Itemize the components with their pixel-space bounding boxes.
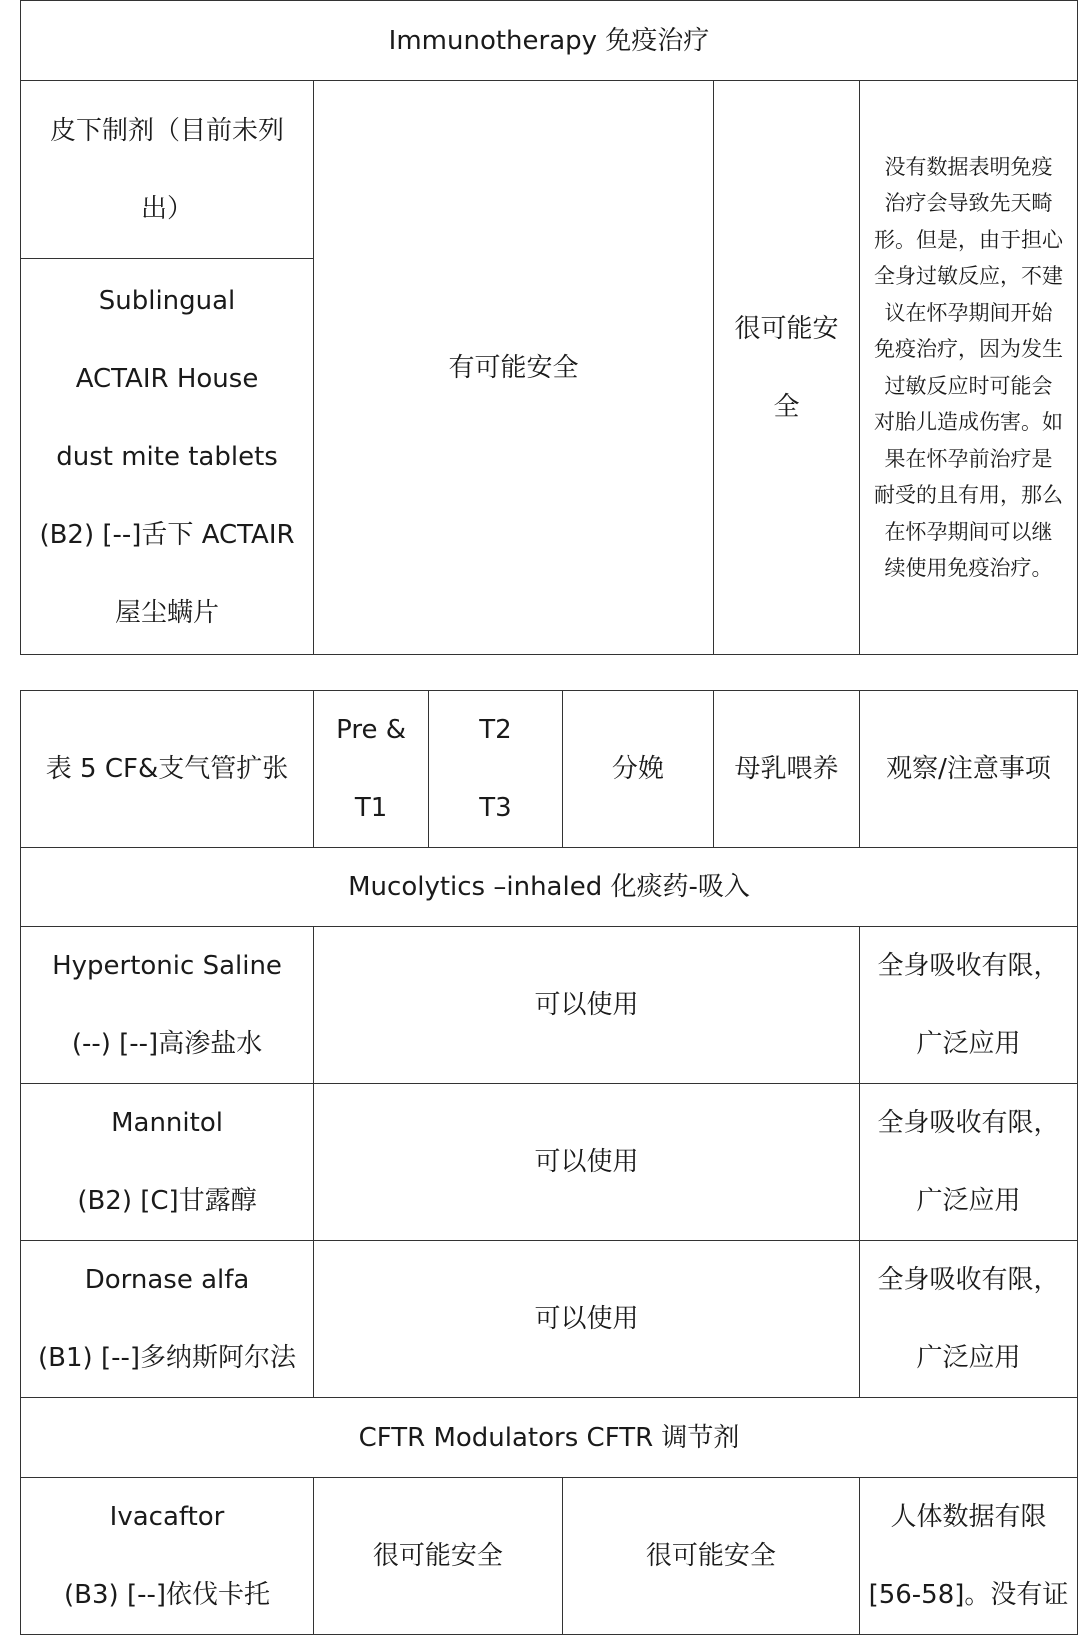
notes-line: 过敏反应时可能会 (884, 373, 1053, 398)
header-t2-t3 (429, 691, 563, 848)
notes-line: 议在怀孕期间开始 (884, 300, 1053, 325)
sublingual-line: dust mite tablets (56, 441, 278, 472)
notes-line: 耐受的且有用，那么 (873, 483, 1063, 507)
notes-line: 形。但是，由于担心 (873, 227, 1063, 252)
drug-cell (21, 1241, 314, 1398)
drug-notes-line: 全身吸收有限， (877, 1265, 1060, 1295)
drug-notes-line: [56-58]。没有证 (868, 1580, 1069, 1610)
delivery-line-2: 全 (773, 391, 800, 422)
sublingual-line: (B2) [--]舌下 ACTAIR (39, 519, 295, 550)
ivacaftor-delivery-value: 很可能安全 (562, 1478, 859, 1635)
notes-line: 果在怀孕前治疗是 (884, 446, 1053, 471)
delivery-line-1: 很可能安 (734, 313, 839, 344)
drug-name: Dornase alfa (84, 1265, 250, 1295)
ivacaftor-pregnancy-value: 很可能安全 (314, 1478, 563, 1635)
drug-notes (859, 1084, 1077, 1241)
drug-notes-line: 全身吸收有限， (877, 951, 1060, 981)
notes-line: 在怀孕期间可以继 (884, 519, 1053, 544)
drug-notes-line: 全身吸收有限， (877, 1108, 1060, 1138)
drug-cell (21, 1084, 314, 1241)
immunotherapy-notes (859, 81, 1077, 655)
subcutaneous-line-2: 出） (141, 193, 194, 224)
header-drug: 表 5 CF&支气管扩张 (21, 691, 314, 848)
drug-detail: (B3) [--]依伐卡托 (64, 1580, 270, 1610)
drug-notes-line: 广泛应用 (916, 1029, 1021, 1059)
sublingual-cell (21, 259, 314, 655)
drug-detail: (--) [--]高渗盐水 (71, 1029, 263, 1059)
drug-notes-line: 广泛应用 (916, 1343, 1021, 1373)
subcutaneous-line-1: 皮下制剂（目前未列 (50, 115, 285, 146)
cf-bronchiectasis-table (20, 690, 1078, 1635)
drug-notes-line: 人体数据有限 (890, 1502, 1047, 1532)
section-mucolytics: Mucolytics –inhaled 化痰药-吸入 (21, 848, 1078, 927)
sublingual-line: Sublingual (98, 285, 236, 316)
drug-notes (859, 1241, 1077, 1398)
header-t3: T3 (479, 793, 512, 823)
header-delivery: 分娩 (562, 691, 713, 848)
immunotherapy-delivery-value (713, 81, 859, 655)
notes-line: 免疫治疗，因为发生 (873, 337, 1063, 361)
immunotherapy-header: Immunotherapy 免疫治疗 (21, 1, 1078, 81)
notes-line: 治疗会导致先天畸 (884, 191, 1053, 215)
sublingual-line: 屋尘螨片 (115, 597, 220, 628)
drug-name: Mannitol (111, 1108, 223, 1138)
header-pre-t1-line-1: Pre & (336, 715, 407, 745)
drug-detail: (B2) [C]甘露醇 (77, 1186, 257, 1216)
drug-notes-line: 广泛应用 (916, 1186, 1021, 1216)
notes-line: 全身过敏反应，不建 (873, 264, 1063, 288)
drug-usage-value: 可以使用 (314, 927, 860, 1084)
drug-notes (859, 927, 1077, 1084)
drug-detail: (B1) [--]多纳斯阿尔法 (38, 1343, 296, 1373)
section-cftr: CFTR Modulators CFTR 调节剂 (21, 1398, 1078, 1478)
immunotherapy-pregnancy-value: 有可能安全 (314, 81, 714, 655)
immunotherapy-table (20, 0, 1078, 655)
header-notes: 观察/注意事项 (859, 691, 1077, 848)
drug-notes (859, 1478, 1077, 1635)
notes-line: 续使用免疫治疗。 (884, 556, 1053, 580)
drug-cell (21, 1478, 314, 1635)
drug-name: Hypertonic Saline (52, 951, 282, 981)
sublingual-line: ACTAIR House (75, 363, 259, 394)
drug-name: Ivacaftor (109, 1502, 225, 1532)
header-breastfeeding: 母乳喂养 (713, 691, 859, 848)
notes-line: 对胎儿造成伤害。如 (873, 410, 1063, 434)
notes-line: 没有数据表明免疫 (884, 154, 1053, 179)
header-pre-t1 (314, 691, 429, 848)
drug-usage-value: 可以使用 (314, 1084, 860, 1241)
header-pre-t1-line-2: T1 (354, 793, 388, 823)
drug-cell (21, 927, 314, 1084)
subcutaneous-cell (21, 81, 314, 259)
drug-usage-value: 可以使用 (314, 1241, 860, 1398)
header-t2: T2 (479, 715, 512, 745)
